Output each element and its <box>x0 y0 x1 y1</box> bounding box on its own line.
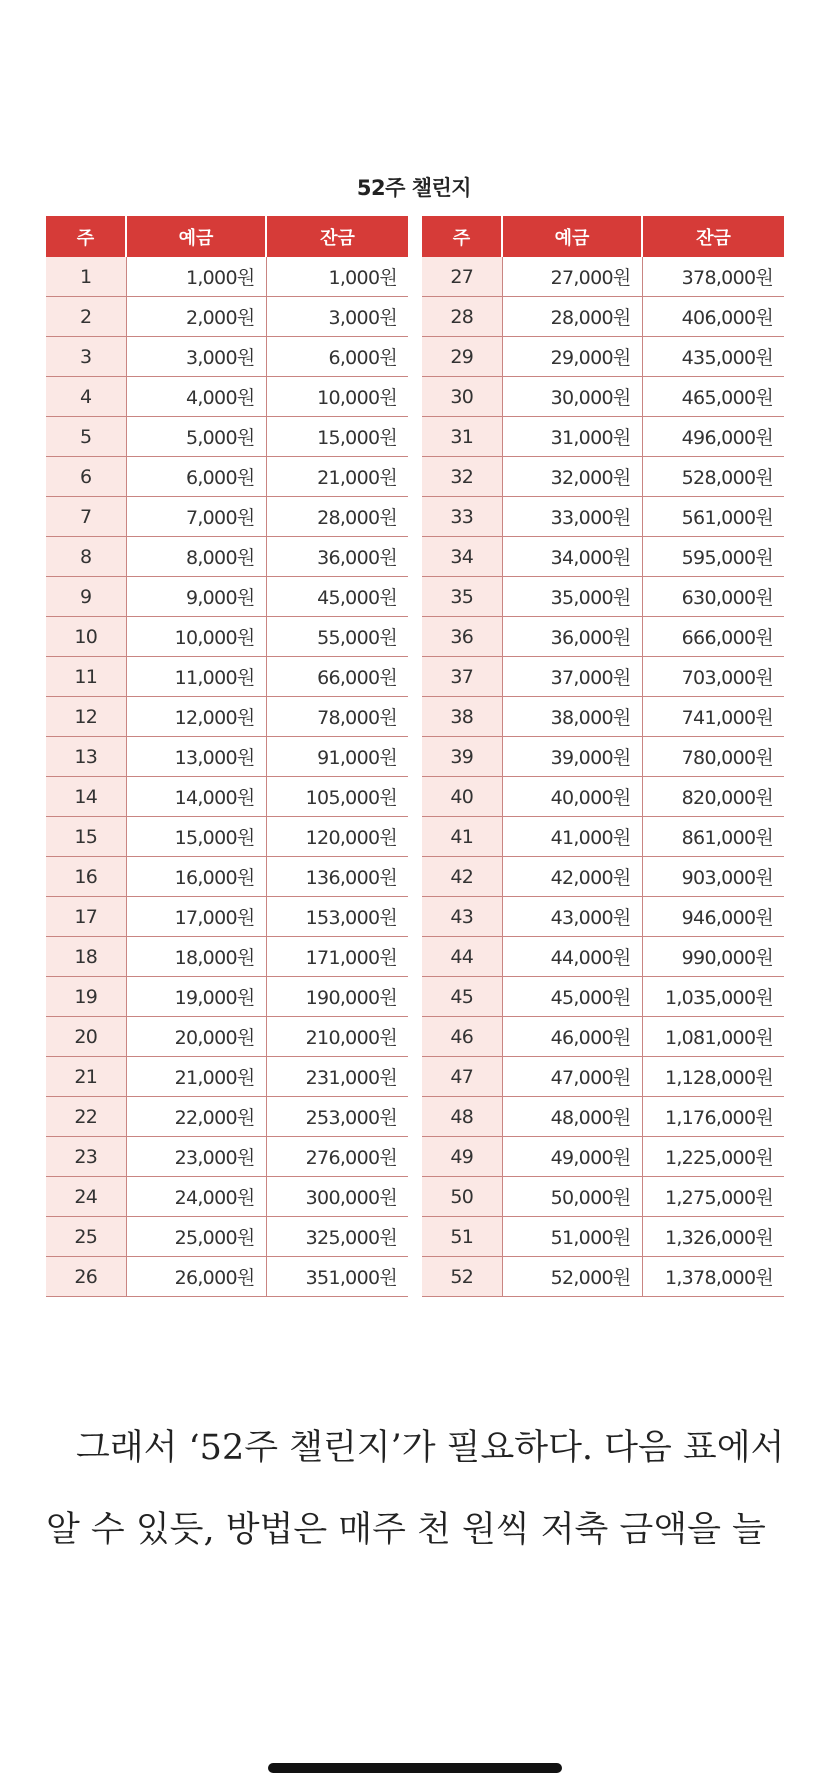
deposit-cell: 17,000원 <box>126 897 266 937</box>
deposit-cell: 46,000원 <box>502 1017 642 1057</box>
week-cell: 12 <box>46 697 126 737</box>
week-cell: 29 <box>422 337 502 377</box>
table-row <box>422 1097 784 1137</box>
deposit-cell: 52,000원 <box>502 1257 642 1297</box>
week-cell: 4 <box>46 377 126 417</box>
table-row <box>422 1057 784 1097</box>
deposit-cell: 32,000원 <box>502 457 642 497</box>
deposit-cell: 1,000원 <box>126 257 266 297</box>
table-row <box>46 297 408 337</box>
balance-cell: 903,000원 <box>642 857 784 897</box>
balance-cell: 3,000원 <box>266 297 408 337</box>
balance-cell: 28,000원 <box>266 497 408 537</box>
deposit-cell: 20,000원 <box>126 1017 266 1057</box>
balance-cell: 1,378,000원 <box>642 1257 784 1297</box>
table-row <box>46 1017 408 1057</box>
table-row <box>46 777 408 817</box>
deposit-cell: 43,000원 <box>502 897 642 937</box>
balance-cell: 78,000원 <box>266 697 408 737</box>
week-cell: 40 <box>422 777 502 817</box>
table-row <box>46 1177 408 1217</box>
table-row <box>422 697 784 737</box>
balance-cell: 1,128,000원 <box>642 1057 784 1097</box>
balance-cell: 528,000원 <box>642 457 784 497</box>
balance-cell: 136,000원 <box>266 857 408 897</box>
week-cell: 30 <box>422 377 502 417</box>
table-row <box>46 737 408 777</box>
week-cell: 45 <box>422 977 502 1017</box>
week-cell: 9 <box>46 577 126 617</box>
table-row <box>46 857 408 897</box>
table-row <box>422 537 784 577</box>
balance-cell: 820,000원 <box>642 777 784 817</box>
home-indicator[interactable] <box>268 1763 562 1773</box>
deposit-cell: 49,000원 <box>502 1137 642 1177</box>
deposit-cell: 27,000원 <box>502 257 642 297</box>
header-week: 주 <box>422 216 502 257</box>
deposit-cell: 25,000원 <box>126 1217 266 1257</box>
table-row <box>422 977 784 1017</box>
balance-cell: 325,000원 <box>266 1217 408 1257</box>
deposit-cell: 38,000원 <box>502 697 642 737</box>
week-cell: 24 <box>46 1177 126 1217</box>
deposit-cell: 8,000원 <box>126 537 266 577</box>
table-row <box>46 577 408 617</box>
deposit-cell: 21,000원 <box>126 1057 266 1097</box>
balance-cell: 780,000원 <box>642 737 784 777</box>
deposit-cell: 51,000원 <box>502 1217 642 1257</box>
week-cell: 2 <box>46 297 126 337</box>
week-cell: 25 <box>46 1217 126 1257</box>
balance-cell: 1,081,000원 <box>642 1017 784 1057</box>
table-header-row <box>46 216 408 257</box>
balance-cell: 595,000원 <box>642 537 784 577</box>
balance-cell: 300,000원 <box>266 1177 408 1217</box>
deposit-cell: 5,000원 <box>126 417 266 457</box>
week-cell: 18 <box>46 937 126 977</box>
balance-cell: 435,000원 <box>642 337 784 377</box>
week-cell: 22 <box>46 1097 126 1137</box>
week-cell: 38 <box>422 697 502 737</box>
table-row <box>46 457 408 497</box>
week-cell: 1 <box>46 257 126 297</box>
challenge-table-weeks-27-52 <box>422 216 784 1297</box>
balance-cell: 45,000원 <box>266 577 408 617</box>
deposit-cell: 18,000원 <box>126 937 266 977</box>
deposit-cell: 31,000원 <box>502 417 642 457</box>
deposit-cell: 11,000원 <box>126 657 266 697</box>
table-row <box>46 257 408 297</box>
deposit-cell: 41,000원 <box>502 817 642 857</box>
balance-cell: 66,000원 <box>266 657 408 697</box>
balance-cell: 10,000원 <box>266 377 408 417</box>
week-cell: 21 <box>46 1057 126 1097</box>
balance-cell: 630,000원 <box>642 577 784 617</box>
week-cell: 5 <box>46 417 126 457</box>
deposit-cell: 4,000원 <box>126 377 266 417</box>
balance-cell: 276,000원 <box>266 1137 408 1177</box>
header-deposit: 예금 <box>502 216 642 257</box>
table-row <box>422 737 784 777</box>
balance-cell: 120,000원 <box>266 817 408 857</box>
week-cell: 10 <box>46 617 126 657</box>
balance-cell: 496,000원 <box>642 417 784 457</box>
table-row <box>46 937 408 977</box>
week-cell: 23 <box>46 1137 126 1177</box>
week-cell: 11 <box>46 657 126 697</box>
deposit-cell: 50,000원 <box>502 1177 642 1217</box>
week-cell: 48 <box>422 1097 502 1137</box>
balance-cell: 465,000원 <box>642 377 784 417</box>
week-cell: 32 <box>422 457 502 497</box>
deposit-cell: 12,000원 <box>126 697 266 737</box>
week-cell: 50 <box>422 1177 502 1217</box>
balance-cell: 171,000원 <box>266 937 408 977</box>
deposit-cell: 10,000원 <box>126 617 266 657</box>
week-cell: 39 <box>422 737 502 777</box>
table-row <box>422 257 784 297</box>
table-row <box>422 1177 784 1217</box>
week-cell: 34 <box>422 537 502 577</box>
week-cell: 7 <box>46 497 126 537</box>
table-row <box>422 1017 784 1057</box>
balance-cell: 378,000원 <box>642 257 784 297</box>
balance-cell: 741,000원 <box>642 697 784 737</box>
table-row <box>422 617 784 657</box>
week-cell: 46 <box>422 1017 502 1057</box>
deposit-cell: 24,000원 <box>126 1177 266 1217</box>
week-cell: 27 <box>422 257 502 297</box>
deposit-cell: 2,000원 <box>126 297 266 337</box>
week-cell: 19 <box>46 977 126 1017</box>
week-cell: 33 <box>422 497 502 537</box>
challenge-table-weeks-1-26 <box>46 216 408 1297</box>
week-cell: 51 <box>422 1217 502 1257</box>
deposit-cell: 15,000원 <box>126 817 266 857</box>
deposit-cell: 40,000원 <box>502 777 642 817</box>
table-row <box>422 337 784 377</box>
table-row <box>46 1217 408 1257</box>
deposit-cell: 30,000원 <box>502 377 642 417</box>
table-row <box>46 1137 408 1177</box>
table-row <box>422 817 784 857</box>
table-body-left <box>46 257 408 1297</box>
week-cell: 37 <box>422 657 502 697</box>
table-row <box>46 657 408 697</box>
table-row <box>46 537 408 577</box>
table-row <box>422 1257 784 1297</box>
table-row <box>422 897 784 937</box>
balance-cell: 15,000원 <box>266 417 408 457</box>
week-cell: 31 <box>422 417 502 457</box>
balance-cell: 1,035,000원 <box>642 977 784 1017</box>
balance-cell: 6,000원 <box>266 337 408 377</box>
week-cell: 52 <box>422 1257 502 1297</box>
body-text-line: 그래서 ‘52주 챌린지’가 필요하다. 다음 표에서 <box>76 1428 785 1468</box>
week-cell: 14 <box>46 777 126 817</box>
balance-cell: 351,000원 <box>266 1257 408 1297</box>
table-row <box>46 617 408 657</box>
deposit-cell: 22,000원 <box>126 1097 266 1137</box>
week-cell: 6 <box>46 457 126 497</box>
body-text-line: 알 수 있듯, 방법은 매주 천 원씩 저축 금액을 늘 <box>46 1510 766 1550</box>
week-cell: 17 <box>46 897 126 937</box>
table-row <box>46 497 408 537</box>
table-row <box>46 1097 408 1137</box>
deposit-cell: 3,000원 <box>126 337 266 377</box>
deposit-cell: 7,000원 <box>126 497 266 537</box>
balance-cell: 1,000원 <box>266 257 408 297</box>
table-row <box>422 457 784 497</box>
deposit-cell: 28,000원 <box>502 297 642 337</box>
week-cell: 8 <box>46 537 126 577</box>
table-row <box>46 417 408 457</box>
deposit-cell: 35,000원 <box>502 577 642 617</box>
balance-cell: 105,000원 <box>266 777 408 817</box>
table-row <box>422 417 784 457</box>
balance-cell: 210,000원 <box>266 1017 408 1057</box>
table-row <box>422 777 784 817</box>
week-cell: 15 <box>46 817 126 857</box>
body-paragraph <box>46 1420 786 1584</box>
table-title: 52주 챌린지 <box>356 176 472 200</box>
balance-cell: 666,000원 <box>642 617 784 657</box>
table-row <box>422 577 784 617</box>
header-balance: 잔금 <box>642 216 784 257</box>
deposit-cell: 9,000원 <box>126 577 266 617</box>
balance-cell: 861,000원 <box>642 817 784 857</box>
deposit-cell: 29,000원 <box>502 337 642 377</box>
week-cell: 20 <box>46 1017 126 1057</box>
deposit-cell: 33,000원 <box>502 497 642 537</box>
week-cell: 26 <box>46 1257 126 1297</box>
table-row <box>422 497 784 537</box>
balance-cell: 91,000원 <box>266 737 408 777</box>
table-row <box>46 1257 408 1297</box>
week-cell: 41 <box>422 817 502 857</box>
table-body-right <box>422 257 784 1297</box>
balance-cell: 190,000원 <box>266 977 408 1017</box>
balance-cell: 153,000원 <box>266 897 408 937</box>
balance-cell: 1,275,000원 <box>642 1177 784 1217</box>
deposit-cell: 37,000원 <box>502 657 642 697</box>
week-cell: 44 <box>422 937 502 977</box>
deposit-cell: 45,000원 <box>502 977 642 1017</box>
balance-cell: 990,000원 <box>642 937 784 977</box>
deposit-cell: 23,000원 <box>126 1137 266 1177</box>
table-row <box>46 977 408 1017</box>
balance-cell: 21,000원 <box>266 457 408 497</box>
header-balance: 잔금 <box>266 216 408 257</box>
table-row <box>46 337 408 377</box>
balance-cell: 231,000원 <box>266 1057 408 1097</box>
balance-cell: 1,225,000원 <box>642 1137 784 1177</box>
deposit-cell: 13,000원 <box>126 737 266 777</box>
deposit-cell: 36,000원 <box>502 617 642 657</box>
deposit-cell: 48,000원 <box>502 1097 642 1137</box>
table-row <box>422 297 784 337</box>
week-cell: 42 <box>422 857 502 897</box>
balance-cell: 406,000원 <box>642 297 784 337</box>
week-cell: 35 <box>422 577 502 617</box>
week-cell: 43 <box>422 897 502 937</box>
deposit-cell: 16,000원 <box>126 857 266 897</box>
table-row <box>422 377 784 417</box>
table-row <box>422 1137 784 1177</box>
balance-cell: 1,326,000원 <box>642 1217 784 1257</box>
balance-cell: 55,000원 <box>266 617 408 657</box>
balance-cell: 36,000원 <box>266 537 408 577</box>
table-row <box>422 1217 784 1257</box>
deposit-cell: 34,000원 <box>502 537 642 577</box>
table-header-row <box>422 216 784 257</box>
table-row <box>46 897 408 937</box>
balance-cell: 561,000원 <box>642 497 784 537</box>
week-cell: 13 <box>46 737 126 777</box>
table-row <box>46 697 408 737</box>
deposit-cell: 14,000원 <box>126 777 266 817</box>
week-cell: 16 <box>46 857 126 897</box>
table-row <box>46 817 408 857</box>
table-row <box>422 937 784 977</box>
table-row <box>46 1057 408 1097</box>
balance-cell: 253,000원 <box>266 1097 408 1137</box>
table-row <box>422 857 784 897</box>
header-week: 주 <box>46 216 126 257</box>
deposit-cell: 39,000원 <box>502 737 642 777</box>
deposit-cell: 26,000원 <box>126 1257 266 1297</box>
table-row <box>422 657 784 697</box>
week-cell: 49 <box>422 1137 502 1177</box>
week-cell: 3 <box>46 337 126 377</box>
week-cell: 47 <box>422 1057 502 1097</box>
week-cell: 28 <box>422 297 502 337</box>
deposit-cell: 42,000원 <box>502 857 642 897</box>
deposit-cell: 19,000원 <box>126 977 266 1017</box>
balance-cell: 703,000원 <box>642 657 784 697</box>
header-deposit: 예금 <box>126 216 266 257</box>
deposit-cell: 47,000원 <box>502 1057 642 1097</box>
table-row <box>46 377 408 417</box>
balance-cell: 946,000원 <box>642 897 784 937</box>
deposit-cell: 44,000원 <box>502 937 642 977</box>
balance-cell: 1,176,000원 <box>642 1097 784 1137</box>
deposit-cell: 6,000원 <box>126 457 266 497</box>
week-cell: 36 <box>422 617 502 657</box>
